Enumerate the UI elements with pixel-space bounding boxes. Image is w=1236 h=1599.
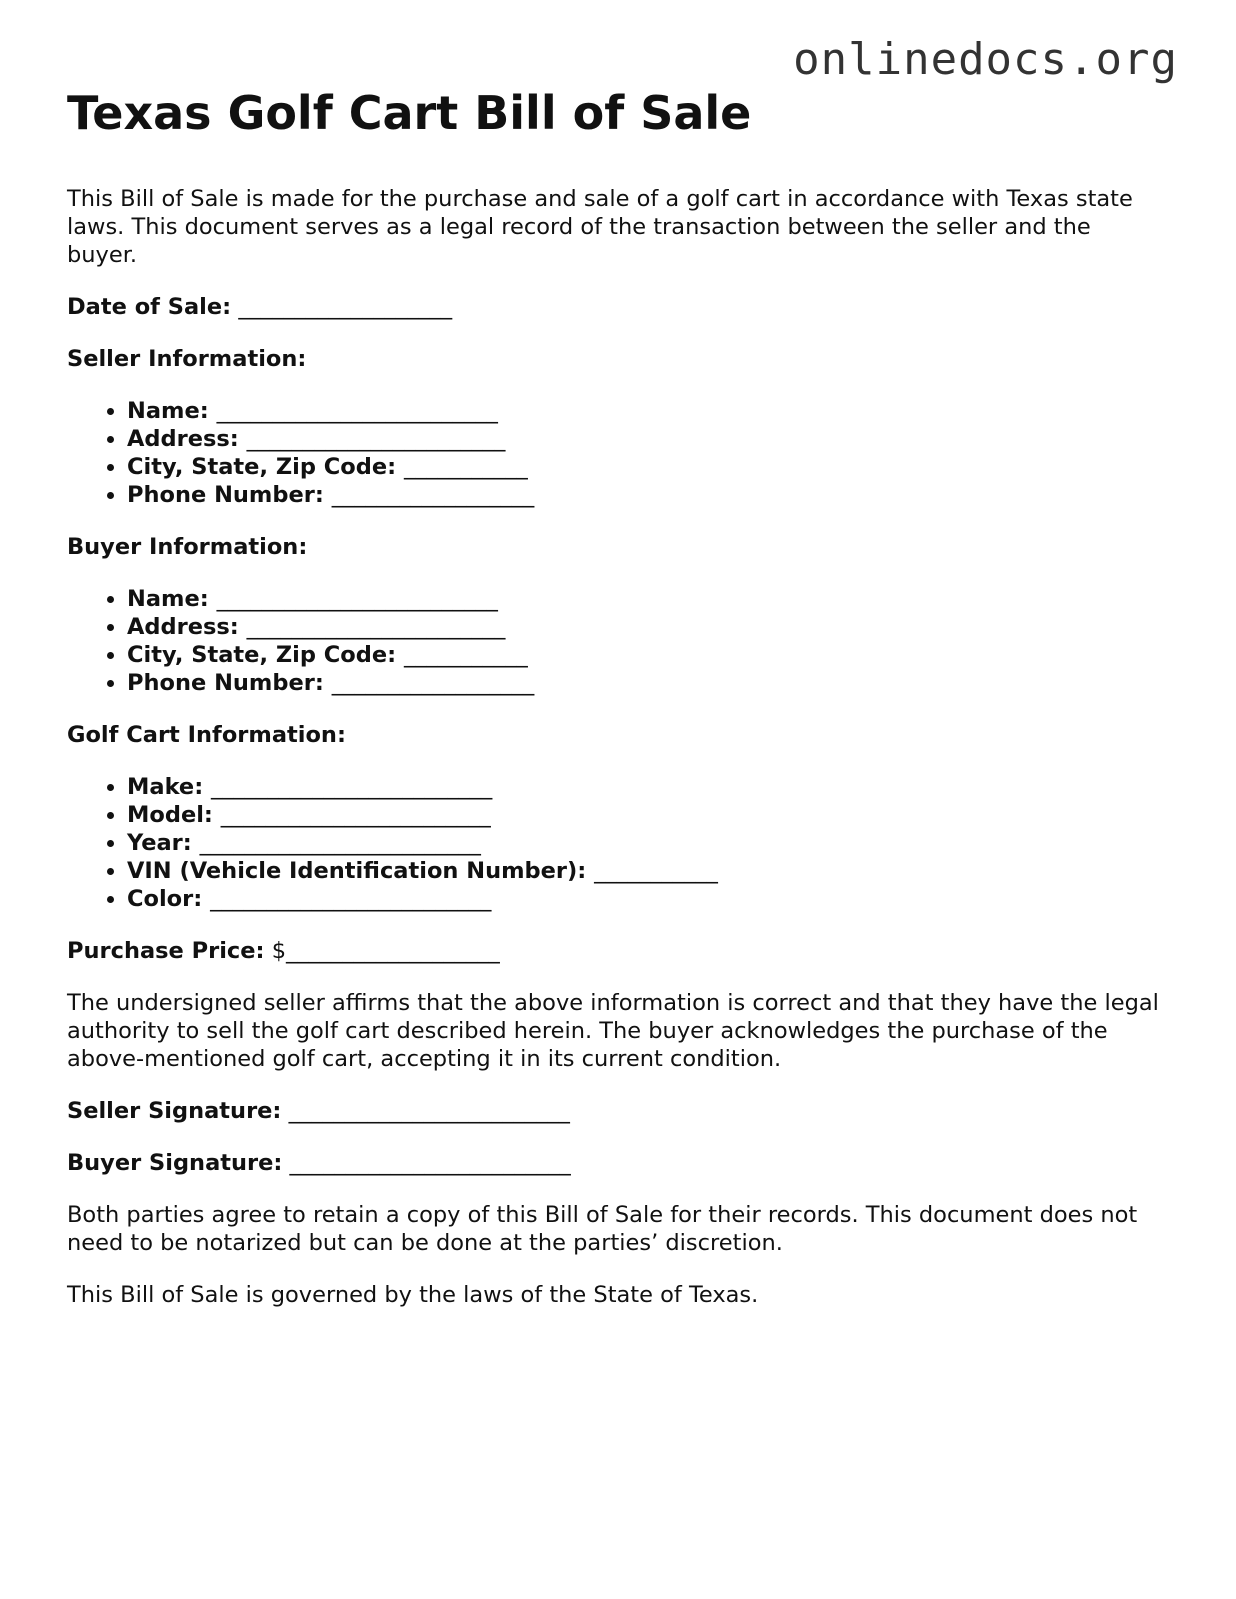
field-label: Year: [127,830,192,857]
buyer-phone-item [127,669,1167,697]
date-of-sale-label: Date of Sale: [67,294,232,321]
field-blank: ___________ [594,858,718,885]
date-of-sale-blank: ___________________ [238,294,453,321]
buyer-name-item [127,585,1167,613]
field-blank: _________________________ [216,398,498,425]
buyer-signature-label: Buyer Signature: [67,1150,283,1177]
seller-city-state-zip-item [127,453,1167,481]
field-blank: _________________________ [211,774,493,801]
seller-address-item [127,425,1167,453]
cart-color-item [127,885,1167,913]
seller-phone-item [127,481,1167,509]
field-label: Address: [127,426,239,453]
field-label: Address: [127,614,239,641]
field-label: VIN (Vehicle Identification Number): [127,858,587,885]
buyer-city-state-zip-item [127,641,1167,669]
field-label: Model: [127,802,213,829]
purchase-price-label: Purchase Price: [67,938,265,965]
field-label: City, State, Zip Code: [127,642,397,669]
cart-year-item [127,829,1167,857]
copies-note-paragraph: Both parties agree to retain a copy of this Bill of Sale for their records. This document does not need to be notarized but can be done at the parties’ discretion. [67,1202,1138,1257]
purchase-price-blank: $___________________ [271,938,500,965]
field-blank: _________________________ [210,886,492,913]
field-label: Phone Number: [127,670,324,697]
field-label: Name: [127,398,209,425]
governing-law-paragraph: This Bill of Sale is governed by the laws of the State of Texas. [67,1282,759,1309]
cart-vin-item [127,857,1167,885]
field-blank: _______________________ [246,614,506,641]
seller-name-item [127,397,1167,425]
field-label: City, State, Zip Code: [127,454,397,481]
date-of-sale-field [67,293,1167,321]
seller-info-heading: Seller Information: [67,346,307,373]
affirmation-paragraph: The undersigned seller affirms that the above information is correct and that they have the legal authority to sell the golf cart described herein. The buyer acknowledges the purchase of the above-mentioned golf cart, accepting it in its current condition. [67,990,1159,1073]
field-blank: __________________ [331,482,535,509]
buyer-info-list [67,585,1167,697]
buyer-info-heading: Buyer Information: [67,534,308,561]
field-blank: ________________________ [220,802,491,829]
buyer-signature-blank: _________________________ [289,1150,571,1177]
intro-paragraph: This Bill of Sale is made for the purchase and sale of a golf cart in accordance with Texas state laws. This document serves as a legal record of the transaction between the seller and the buyer. [67,186,1133,269]
field-label: Color: [127,886,203,913]
buyer-address-item [127,613,1167,641]
golf-cart-info-list [67,773,1167,913]
document-title: Texas Golf Cart Bill of Sale [67,86,752,140]
purchase-price-field [67,937,1167,965]
seller-signature-field [67,1097,1167,1125]
golf-cart-info-heading: Golf Cart Information: [67,722,346,749]
field-blank: _______________________ [246,426,506,453]
buyer-signature-field [67,1149,1167,1177]
field-label: Phone Number: [127,482,324,509]
seller-signature-label: Seller Signature: [67,1098,282,1125]
seller-info-list [67,397,1167,509]
document-body [67,86,1167,1333]
cart-make-item [127,773,1167,801]
field-label: Make: [127,774,204,801]
watermark: onlinedocs.org [793,34,1178,85]
field-blank: __________________ [331,670,535,697]
field-label: Name: [127,586,209,613]
field-blank: _________________________ [199,830,481,857]
field-blank: ___________ [403,642,528,669]
field-blank: _________________________ [216,586,498,613]
field-blank: ___________ [403,454,528,481]
cart-model-item [127,801,1167,829]
seller-signature-blank: _________________________ [288,1098,570,1125]
